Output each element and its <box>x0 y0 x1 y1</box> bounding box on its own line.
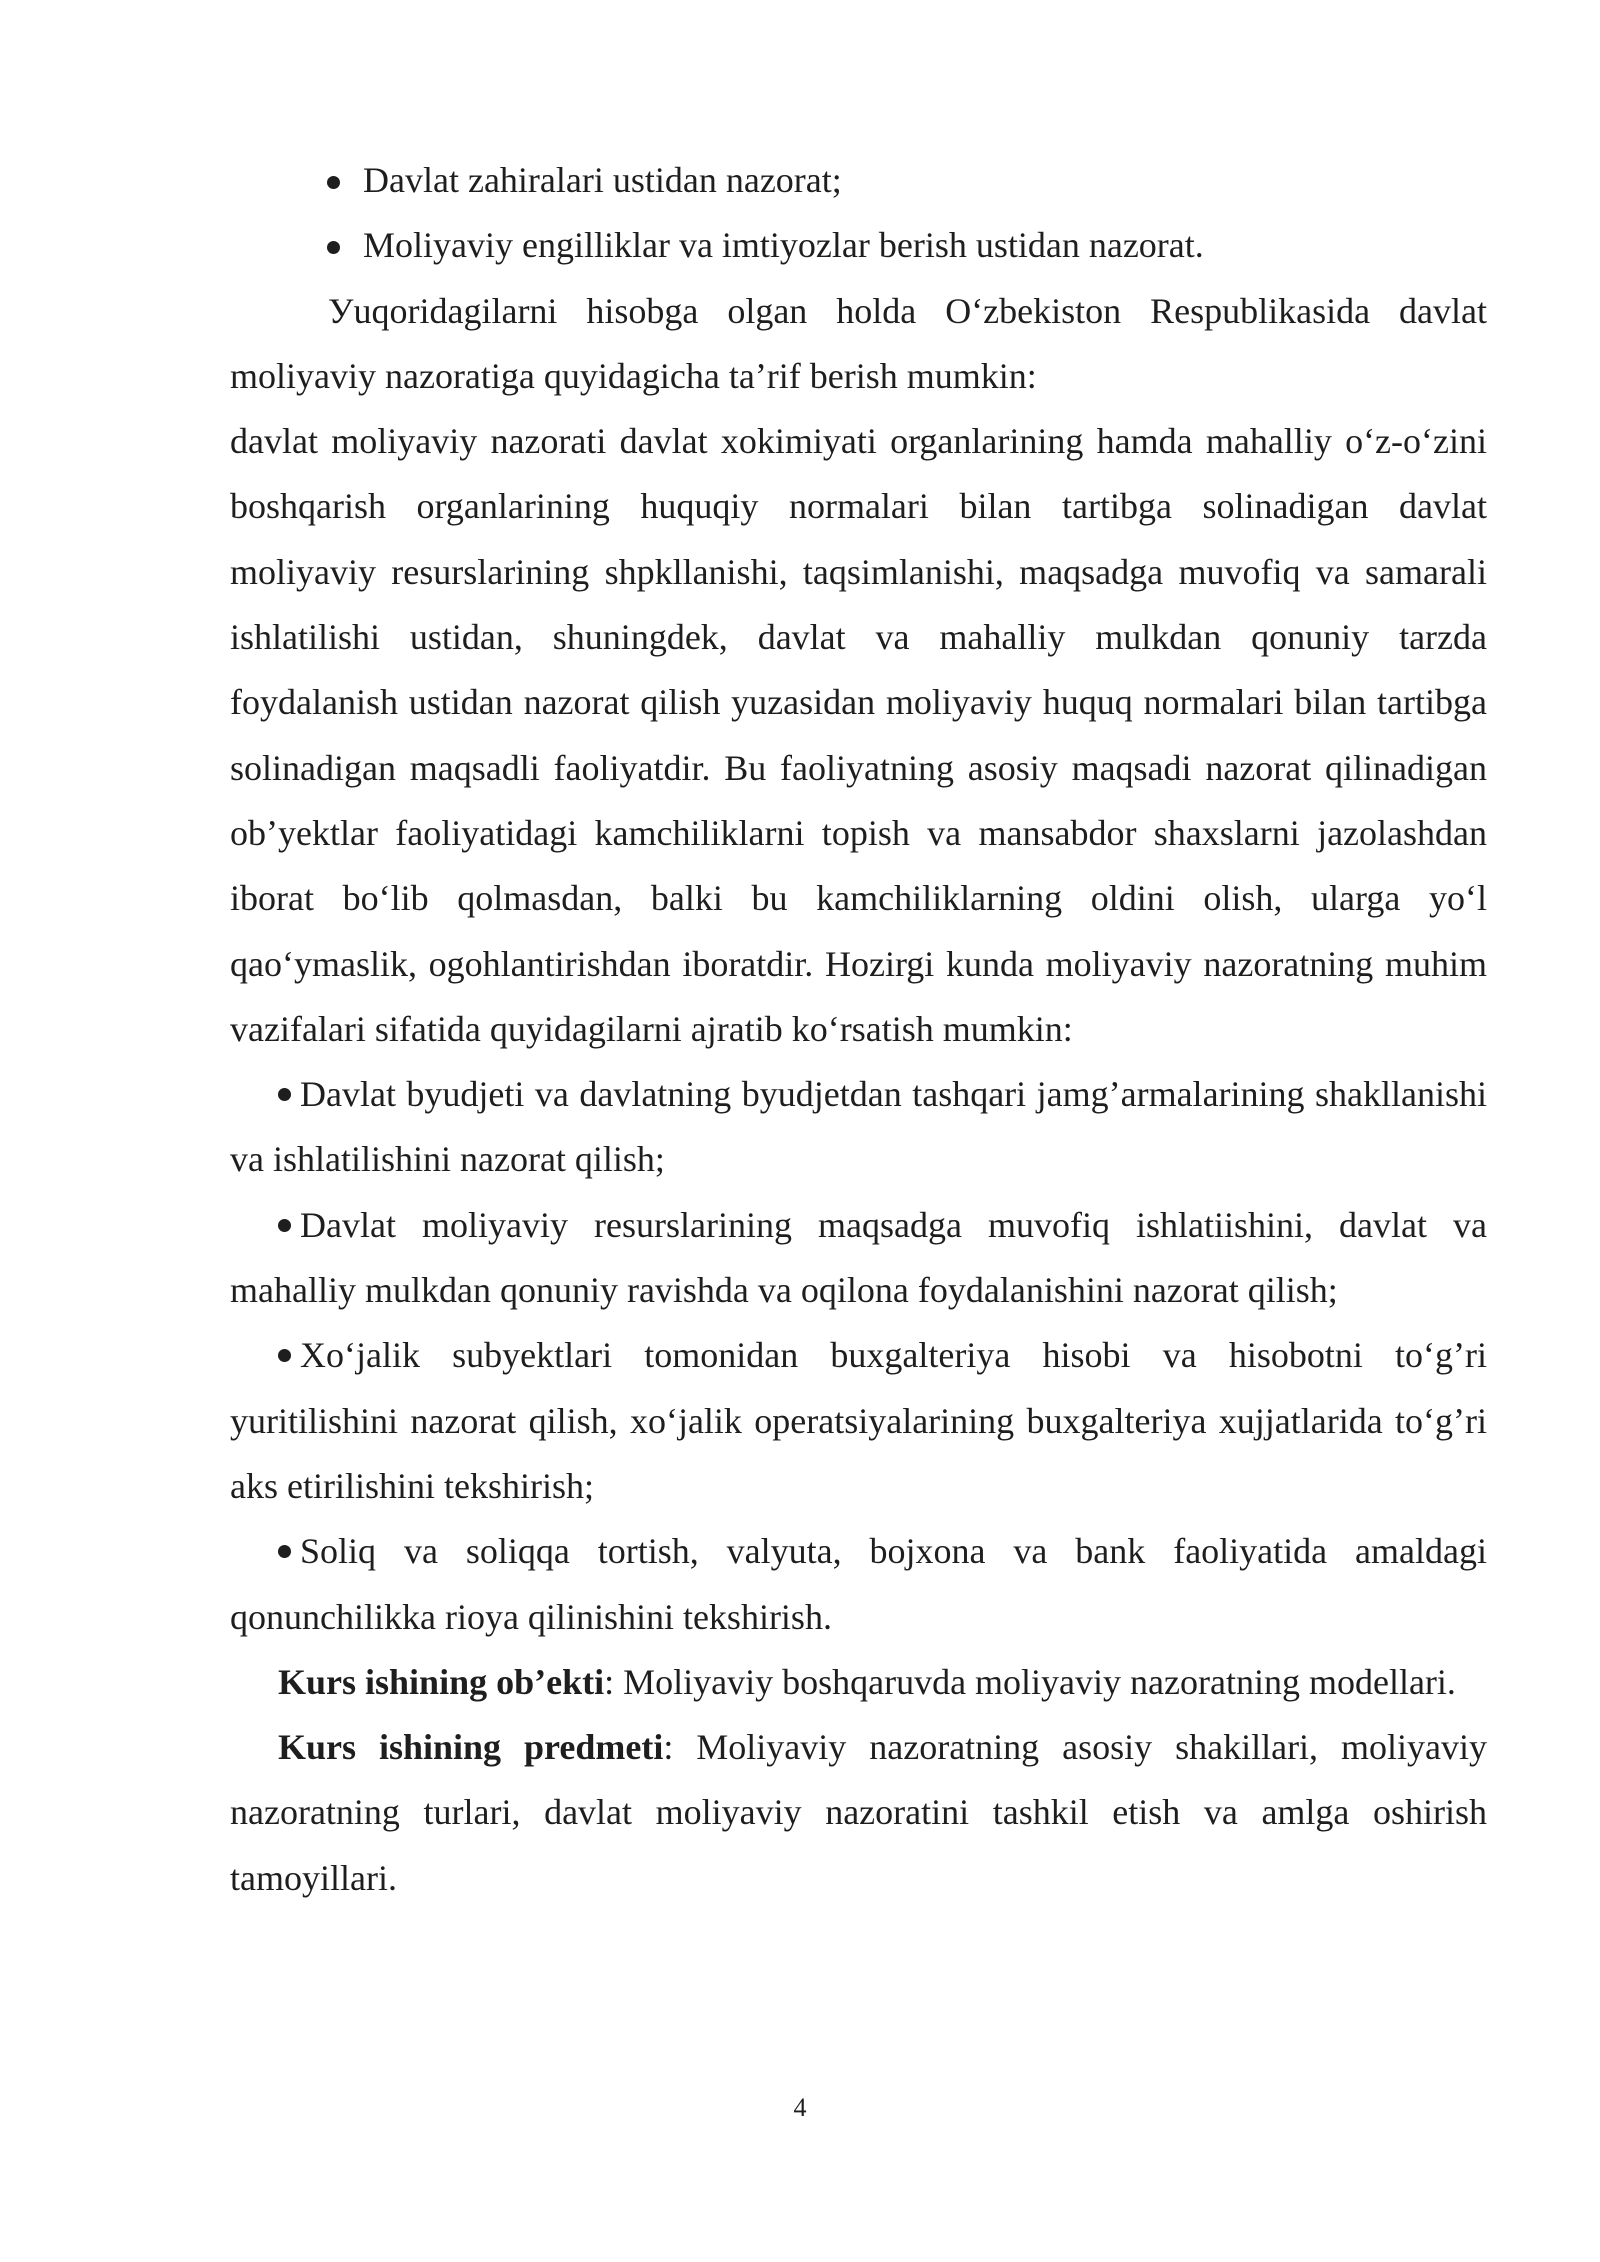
task-item <box>230 1519 1487 1650</box>
bullet-icon <box>278 1545 291 1558</box>
intro-paragraph: Уuqoridagilarni hisobga olgan holda Oʻzbekiston Respublikasida davlat moliyaviy nazoratiga quyidagicha taʼrif berish mumkin: <box>230 290 1487 396</box>
task-text: Davlat byudjeti va davlatning byudjetdan tashqari jamgʼarmalarining shakllanishi va ishlatilishini nazorat qilish; <box>230 1074 1487 1180</box>
object-label: Kurs ishining obʼekti <box>278 1661 605 1702</box>
top-bullet-list <box>230 148 1487 279</box>
task-text: Soliq va soliqqa tortish, valyuta, bojxona va bank faoliyatida amaldagi qonunchilikka rioya qilinishini tekshirish. <box>230 1531 1487 1637</box>
task-text: Davlat moliyaviy resurslarining maqsadga muvofiq ishlatiishini, davlat va mahalliy mulkdan qonuniy ravishda va oqilona foydalanishini nazorat qilish; <box>230 1204 1487 1311</box>
subject-label: Kurs ishining predmeti <box>278 1727 664 1768</box>
definition-paragraph: davlat moliyaviy nazorati davlat xokimiyati organlarining hamda mahalliy oʻz-oʻzini boshqarish organlarining huquqiy normalari bilan tartibga solinadigan davlat moliyaviy resurslarining shpkllanishi, taqsimlanishi, maqsadga muvofiq va samarali ishlatilishi ustidan, shuningdek, davlat va mahalliy mulkdan qonuniy tarzda foydalanish ustidan nazorat qilish yuzasidan moliyaviy huquq normalari bilan tartibga solinadigan maqsadli faoliyatdir. Bu faoliyatning asosiy maqsadi nazorat qilinadigan obʼyektlar faoliyatidagi kamchiliklarni topish va mansabdor shaxslarni jazolashdan iborat boʻlib qolmasdan, balki bu kamchiliklarning oldini olish, ularga yoʻl qaoʻymaslik, ogohlantirishdan iboratdir. Hozirgi kunda moliyaviy nazoratning muhim vazifalari sifatida quyidagilarni ajratib koʻrsatish mumkin: <box>230 421 1487 1049</box>
task-text: Xoʻjalik subyektlari tomonidan buxgalteriya hisobi va hisobotni toʻgʼri yuritilishini nazorat qilish, xoʻjalik operatsiyalarining buxgalteriya xujjatlarida toʻgʼri aks etirilishini tekshirish; <box>230 1335 1487 1506</box>
bullet-icon <box>278 1088 291 1101</box>
object-paragraph <box>230 1650 1487 1715</box>
list-item: Davlat zahiralari ustidan nazorat; <box>325 148 1487 213</box>
bullet-icon <box>278 1219 291 1232</box>
page-number: 4 <box>793 2093 807 2122</box>
task-item <box>230 1193 1487 1324</box>
task-item <box>230 1323 1487 1519</box>
subject-paragraph <box>230 1715 1487 1911</box>
task-item <box>230 1062 1487 1193</box>
list-item: Moliyaviy engilliklar va imtiyozlar berish ustidan nazorat. <box>325 213 1487 278</box>
subject-text: : Moliyaviy nazoratning asosiy shakillari, moliyaviy nazoratning turlari, davlat moliyaviy nazoratini tashkil etish va amlga oshirish tamoyillari. <box>230 1727 1488 1898</box>
bullet-icon <box>278 1349 291 1362</box>
object-text: : Moliyaviy boshqaruvda moliyaviy nazoratning modellari. <box>604 1661 1456 1702</box>
